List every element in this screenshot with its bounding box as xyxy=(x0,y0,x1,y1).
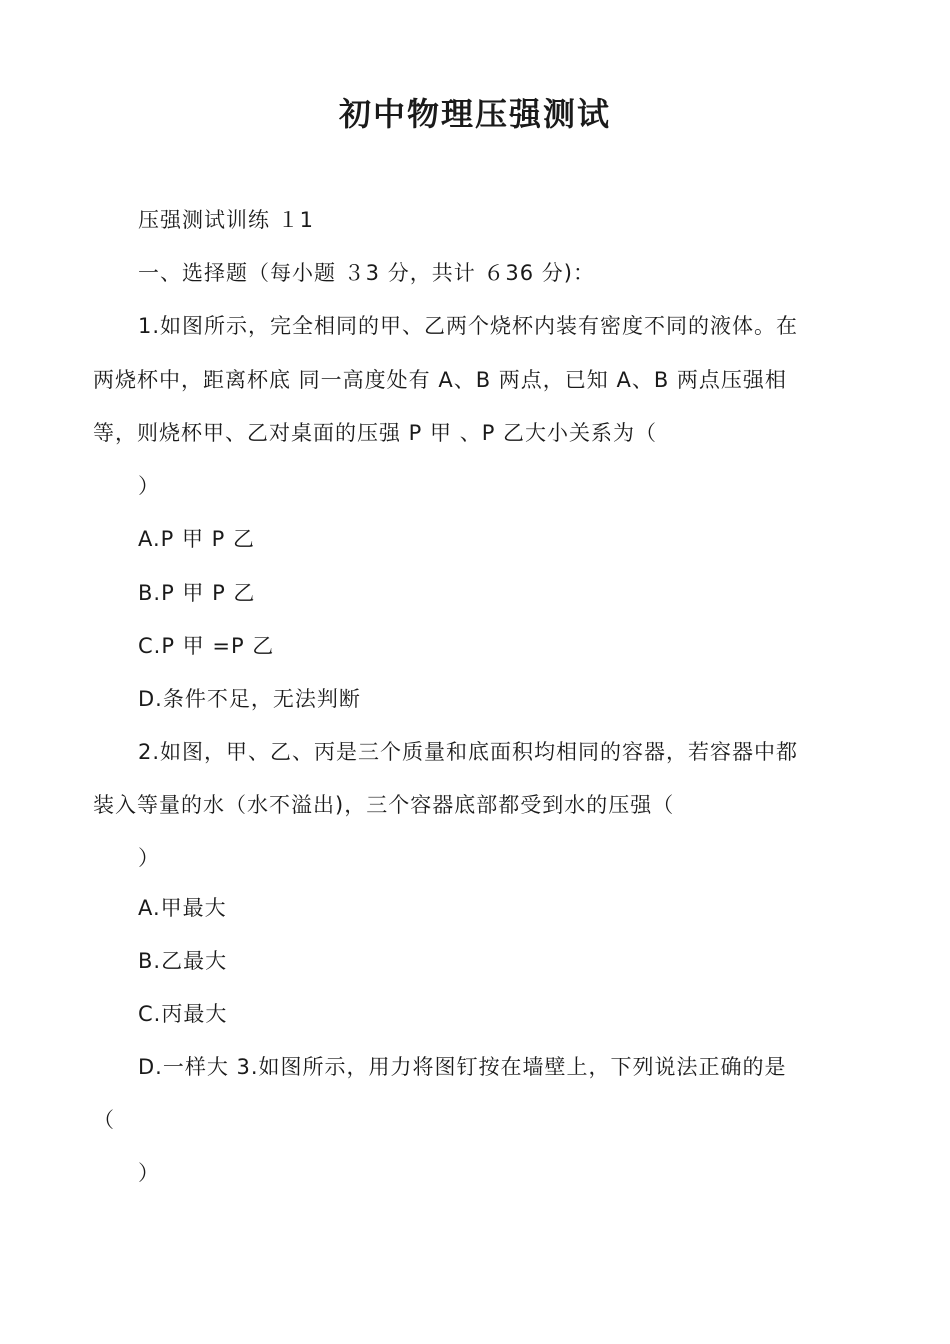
document-title: 初中物理压强测试 xyxy=(338,95,611,133)
question-1-option-b: B.P 甲 P 乙 xyxy=(138,581,256,605)
question-3-open-paren: （ xyxy=(93,1108,115,1132)
question-1-line-1: 1.如图所示，完全相同的甲、乙两个烧杯内装有密度不同的液体。在 xyxy=(138,314,799,338)
question-2-option-c: C.丙最大 xyxy=(138,1002,228,1026)
question-2-line-2: 装入等量的水（水不溢出)，三个容器底部都受到水的压强（ xyxy=(93,793,675,817)
question-1-close-paren: ） xyxy=(138,474,160,498)
question-1-option-d: D.条件不足，无法判断 xyxy=(138,687,361,711)
question-1-line-2: 两烧杯中，距离杯底 同一高度处有 A、B 两点，已知 A、B 两点压强相 xyxy=(93,368,787,392)
question-2-option-b: B.乙最大 xyxy=(138,949,228,973)
test-subtitle: 压强测试训练 １1 xyxy=(138,208,315,232)
question-2-line-1: 2.如图，甲、乙、丙是三个质量和底面积均相同的容器，若容器中都 xyxy=(138,740,799,764)
question-1-option-a: A.P 甲 P 乙 xyxy=(138,527,256,551)
section-heading: 一、选择题（每小题 ３3 分，共计 ６36 分)： xyxy=(138,261,595,285)
question-1-line-3: 等，则烧杯甲、乙对桌面的压强 P 甲 、P 乙大小关系为（ xyxy=(93,421,658,445)
question-3-close-paren: ） xyxy=(138,1161,160,1185)
question-2-option-a: A.甲最大 xyxy=(138,896,227,920)
question-2-option-d-question-3: D.一样大 3.如图所示，用力将图钉按在墙壁上，下列说法正确的是 xyxy=(138,1055,787,1079)
question-1-option-c: C.P 甲 =P 乙 xyxy=(138,634,275,658)
question-2-close-paren: ） xyxy=(138,846,160,870)
